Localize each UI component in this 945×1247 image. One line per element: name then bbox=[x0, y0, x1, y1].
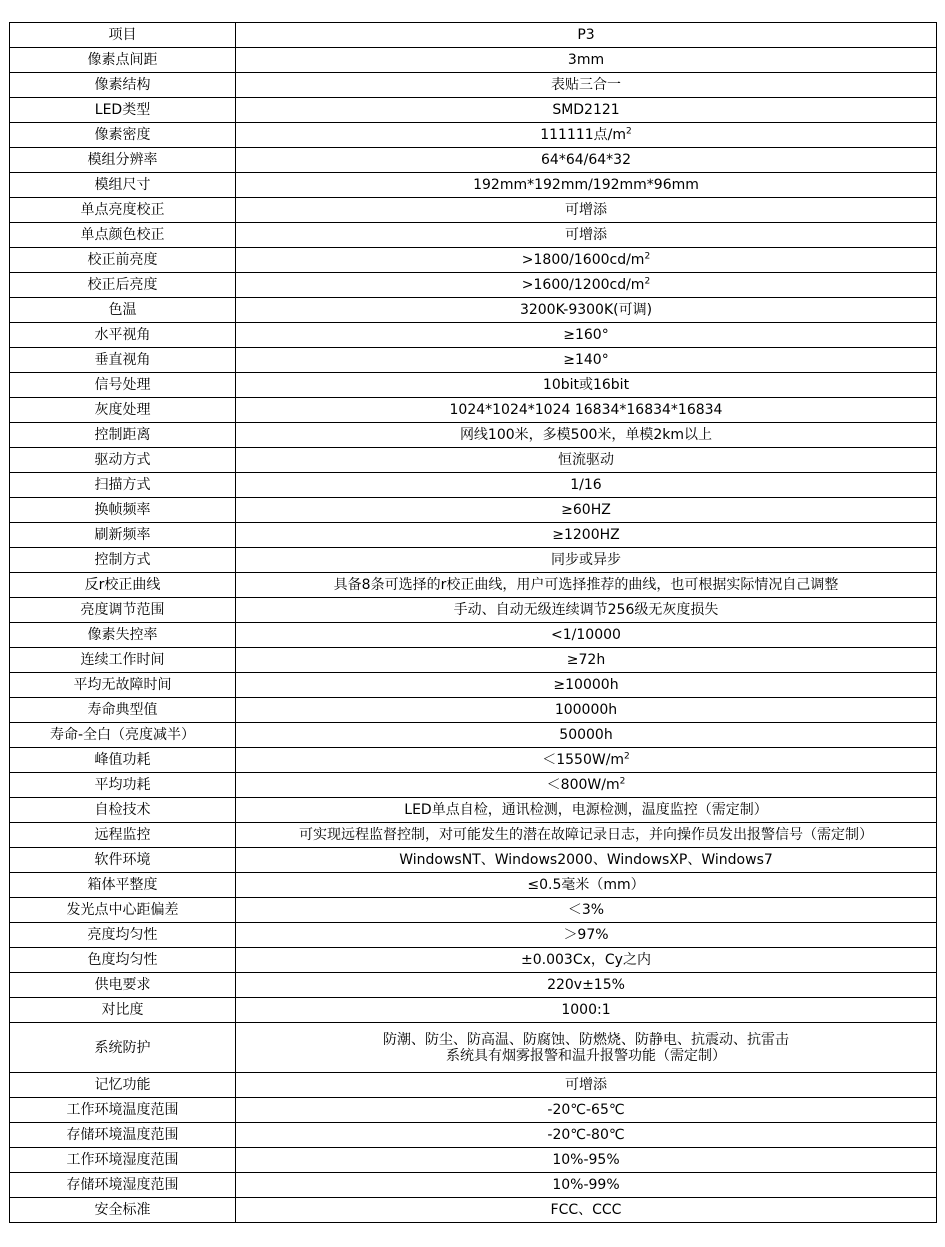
spec-value: 可增添 bbox=[565, 202, 607, 218]
spec-value: 3200K-9300K(可调) bbox=[519, 302, 653, 318]
table-row bbox=[10, 173, 937, 198]
spec-value: 220v±15% bbox=[547, 977, 625, 993]
spec-table bbox=[9, 22, 937, 1223]
spec-value-cell bbox=[236, 1148, 937, 1173]
spec-value: >1800/1600cd/m bbox=[521, 252, 645, 268]
spec-label: 工作环境湿度范围 bbox=[10, 1148, 236, 1173]
spec-label: 单点亮度校正 bbox=[10, 198, 236, 223]
spec-value: 10%-95% bbox=[552, 1152, 620, 1168]
table-row bbox=[10, 823, 937, 848]
table-row bbox=[10, 748, 937, 773]
spec-value: ≥140° bbox=[563, 352, 609, 368]
spec-value: >1600/1200cd/m bbox=[521, 277, 645, 293]
spec-value: -20℃-65℃ bbox=[547, 1102, 625, 1118]
spec-value: ≥72h bbox=[566, 652, 606, 668]
table-row bbox=[10, 148, 937, 173]
spec-value: 10%-99% bbox=[552, 1177, 620, 1193]
spec-label: 项目 bbox=[10, 23, 236, 48]
table-row bbox=[10, 998, 937, 1023]
spec-label: 模组尺寸 bbox=[10, 173, 236, 198]
spec-value: 可实现远程监督控制，对可能发生的潜在故障记录日志，并向操作员发出报警信号（需定制） bbox=[299, 827, 873, 843]
spec-value-cell bbox=[236, 373, 937, 398]
table-row bbox=[10, 948, 937, 973]
spec-label: 模组分辨率 bbox=[10, 148, 236, 173]
spec-value: 64*64/64*32 bbox=[541, 152, 631, 168]
spec-value-cell bbox=[236, 398, 937, 423]
spec-value-cell bbox=[236, 198, 937, 223]
table-row bbox=[10, 23, 937, 48]
spec-label: 刷新频率 bbox=[10, 523, 236, 548]
table-row bbox=[10, 298, 937, 323]
unit-superscript: 2 bbox=[644, 276, 651, 287]
spec-value-cell bbox=[236, 273, 937, 298]
spec-value-cell bbox=[236, 473, 937, 498]
table-row bbox=[10, 398, 937, 423]
table-row bbox=[10, 923, 937, 948]
spec-label: 控制距离 bbox=[10, 423, 236, 448]
table-row bbox=[10, 448, 937, 473]
spec-value-cell bbox=[236, 1123, 937, 1148]
spec-label: 远程监控 bbox=[10, 823, 236, 848]
spec-label: 工作环境温度范围 bbox=[10, 1098, 236, 1123]
spec-value: LED单点自检，通讯检测，电源检测，温度监控（需定制） bbox=[404, 802, 768, 818]
table-row bbox=[10, 698, 937, 723]
spec-value: 111111点/m bbox=[540, 127, 627, 143]
table-row bbox=[10, 623, 937, 648]
spec-value: ＜3% bbox=[567, 902, 605, 918]
table-row bbox=[10, 48, 937, 73]
spec-value-cell bbox=[236, 1073, 937, 1098]
spec-value-cell bbox=[236, 948, 937, 973]
table-row bbox=[10, 198, 937, 223]
spec-label: 安全标准 bbox=[10, 1198, 236, 1223]
spec-label: 校正前亮度 bbox=[10, 248, 236, 273]
table-row bbox=[10, 1148, 937, 1173]
table-row bbox=[10, 548, 937, 573]
spec-label: LED类型 bbox=[10, 98, 236, 123]
table-row bbox=[10, 798, 937, 823]
spec-label: 垂直视角 bbox=[10, 348, 236, 373]
spec-value-cell bbox=[236, 523, 937, 548]
table-row bbox=[10, 273, 937, 298]
spec-value-cell bbox=[236, 673, 937, 698]
spec-value: 3mm bbox=[567, 52, 605, 68]
table-row bbox=[10, 1073, 937, 1098]
spec-value-cell bbox=[236, 1098, 937, 1123]
spec-value: 恒流驱动 bbox=[558, 452, 614, 468]
spec-label: 软件环境 bbox=[10, 848, 236, 873]
spec-label: 连续工作时间 bbox=[10, 648, 236, 673]
spec-label: 灰度处理 bbox=[10, 398, 236, 423]
spec-label: 寿命典型值 bbox=[10, 698, 236, 723]
spec-value-cell bbox=[236, 498, 937, 523]
spec-label: 反r校正曲线 bbox=[10, 573, 236, 598]
spec-value: 100000h bbox=[554, 702, 618, 718]
table-row bbox=[10, 73, 937, 98]
table-row bbox=[10, 323, 937, 348]
spec-value-cell bbox=[236, 298, 937, 323]
spec-value-cell bbox=[236, 1023, 937, 1073]
table-row bbox=[10, 223, 937, 248]
spec-value-cell bbox=[236, 748, 937, 773]
table-row bbox=[10, 1173, 937, 1198]
table-row bbox=[10, 423, 937, 448]
spec-label: 信号处理 bbox=[10, 373, 236, 398]
spec-label: 控制方式 bbox=[10, 548, 236, 573]
spec-value-cell bbox=[236, 48, 937, 73]
table-row bbox=[10, 1198, 937, 1223]
spec-value: -20℃-80℃ bbox=[547, 1127, 625, 1143]
table-row bbox=[10, 498, 937, 523]
table-row bbox=[10, 473, 937, 498]
spec-value-cell bbox=[236, 698, 937, 723]
spec-value-cell bbox=[236, 73, 937, 98]
spec-value: 1024*1024*1024 16834*16834*16834 bbox=[449, 402, 723, 418]
table-row bbox=[10, 973, 937, 998]
table-row bbox=[10, 673, 937, 698]
table-row bbox=[10, 123, 937, 148]
spec-value-cell bbox=[236, 823, 937, 848]
spec-label: 存储环境湿度范围 bbox=[10, 1173, 236, 1198]
spec-label: 亮度均匀性 bbox=[10, 923, 236, 948]
table-row bbox=[10, 1098, 937, 1123]
table-row bbox=[10, 898, 937, 923]
spec-value: WindowsNT、Windows2000、WindowsXP、Windows7 bbox=[399, 852, 773, 868]
spec-value: SMD2121 bbox=[552, 102, 620, 118]
table-row bbox=[10, 573, 937, 598]
table-row bbox=[10, 873, 937, 898]
spec-value-cell bbox=[236, 23, 937, 48]
table-row bbox=[10, 248, 937, 273]
spec-value-cell bbox=[236, 573, 937, 598]
spec-value: 具备8条可选择的r校正曲线，用户可选择推荐的曲线，也可根据实际情况自己调整 bbox=[333, 577, 839, 593]
spec-value-cell bbox=[236, 648, 937, 673]
spec-value: ±0.003Cx，Cy之内 bbox=[521, 952, 651, 968]
spec-value: <1/10000 bbox=[551, 627, 621, 643]
spec-label: 亮度调节范围 bbox=[10, 598, 236, 623]
spec-label: 单点颜色校正 bbox=[10, 223, 236, 248]
table-row bbox=[10, 98, 937, 123]
spec-value-cell bbox=[236, 348, 937, 373]
unit-superscript: 2 bbox=[626, 126, 632, 137]
spec-value-cell bbox=[236, 723, 937, 748]
spec-value-cell bbox=[236, 623, 937, 648]
spec-value: ＜800W/m bbox=[546, 777, 620, 793]
table-row bbox=[10, 1123, 937, 1148]
spec-label: 存储环境温度范围 bbox=[10, 1123, 236, 1148]
spec-label: 像素点间距 bbox=[10, 48, 236, 73]
spec-value-cell bbox=[236, 923, 937, 948]
spec-value: ＜1550W/m bbox=[542, 752, 625, 768]
spec-label: 记忆功能 bbox=[10, 1073, 236, 1098]
unit-superscript: 2 bbox=[644, 251, 651, 262]
table-row bbox=[10, 648, 937, 673]
spec-label: 箱体平整度 bbox=[10, 873, 236, 898]
spec-value: 1/16 bbox=[570, 477, 602, 493]
unit-superscript: 2 bbox=[624, 751, 630, 762]
spec-value: 可增添 bbox=[565, 1077, 607, 1093]
table-row bbox=[10, 373, 937, 398]
spec-label: 像素密度 bbox=[10, 123, 236, 148]
spec-value: 同步或异步 bbox=[551, 552, 621, 568]
table-row bbox=[10, 723, 937, 748]
spec-label: 平均功耗 bbox=[10, 773, 236, 798]
spec-value-cell bbox=[236, 1173, 937, 1198]
spec-value: ≥1200HZ bbox=[552, 527, 620, 543]
spec-value: ≥60HZ bbox=[561, 502, 611, 518]
spec-label: 自检技术 bbox=[10, 798, 236, 823]
spec-value: 网线100米，多模500米，单模2km以上 bbox=[459, 427, 713, 443]
spec-value: 表贴三合一 bbox=[551, 77, 621, 93]
spec-label: 寿命-全白（亮度减半） bbox=[10, 723, 236, 748]
table-row bbox=[10, 848, 937, 873]
spec-value-cell bbox=[236, 123, 937, 148]
spec-value-cell bbox=[236, 973, 937, 998]
spec-value: 192mm*192mm/192mm*96mm bbox=[473, 177, 699, 193]
spec-value-cell bbox=[236, 798, 937, 823]
spec-value-cell bbox=[236, 548, 937, 573]
spec-label: 校正后亮度 bbox=[10, 273, 236, 298]
table-row bbox=[10, 773, 937, 798]
spec-value-cell bbox=[236, 223, 937, 248]
spec-value: ＞97% bbox=[563, 927, 609, 943]
unit-superscript: 2 bbox=[619, 776, 626, 787]
spec-table-body bbox=[10, 23, 937, 1223]
spec-value-cell bbox=[236, 898, 937, 923]
spec-value: 手动、自动无级连续调节256级无灰度损失 bbox=[453, 602, 719, 618]
spec-label: 换帧频率 bbox=[10, 498, 236, 523]
spec-value-cell bbox=[236, 598, 937, 623]
table-row bbox=[10, 523, 937, 548]
spec-label: 水平视角 bbox=[10, 323, 236, 348]
spec-value: P3 bbox=[577, 27, 595, 43]
spec-label: 平均无故障时间 bbox=[10, 673, 236, 698]
spec-value: 1000:1 bbox=[561, 1002, 611, 1018]
table-row bbox=[10, 598, 937, 623]
spec-value: FCC、CCC bbox=[550, 1202, 622, 1218]
spec-value: ≤0.5毫米（mm） bbox=[527, 877, 645, 893]
spec-label: 驱动方式 bbox=[10, 448, 236, 473]
spec-value-cell bbox=[236, 873, 937, 898]
spec-value-cell bbox=[236, 248, 937, 273]
spec-label: 系统防护 bbox=[10, 1023, 236, 1073]
spec-label: 供电要求 bbox=[10, 973, 236, 998]
spec-value-cell bbox=[236, 848, 937, 873]
spec-label: 扫描方式 bbox=[10, 473, 236, 498]
spec-value-line2: 系统具有烟雾报警和温升报警功能（需定制） bbox=[446, 1047, 726, 1064]
spec-value-cell bbox=[236, 173, 937, 198]
spec-label: 像素结构 bbox=[10, 73, 236, 98]
spec-label: 色度均匀性 bbox=[10, 948, 236, 973]
table-row bbox=[10, 348, 937, 373]
spec-value-cell bbox=[236, 773, 937, 798]
spec-value: 10bit或16bit bbox=[542, 377, 630, 393]
table-row bbox=[10, 1023, 937, 1073]
spec-value-cell bbox=[236, 1198, 937, 1223]
spec-value-cell bbox=[236, 148, 937, 173]
spec-label: 色温 bbox=[10, 298, 236, 323]
spec-value-cell bbox=[236, 323, 937, 348]
spec-value-cell bbox=[236, 423, 937, 448]
spec-value-cell bbox=[236, 448, 937, 473]
spec-value-cell bbox=[236, 98, 937, 123]
spec-label: 对比度 bbox=[10, 998, 236, 1023]
spec-value: 防潮、防尘、防高温、防腐蚀、防燃烧、防静电、抗震动、抗雷击 bbox=[383, 1031, 789, 1048]
spec-value: ≥160° bbox=[563, 327, 609, 343]
spec-label: 发光点中心距偏差 bbox=[10, 898, 236, 923]
spec-label: 峰值功耗 bbox=[10, 748, 236, 773]
spec-label: 像素失控率 bbox=[10, 623, 236, 648]
spec-value: 可增添 bbox=[565, 227, 607, 243]
spec-value: 50000h bbox=[559, 727, 613, 743]
spec-value-cell bbox=[236, 998, 937, 1023]
spec-value: ≥10000h bbox=[553, 677, 619, 693]
